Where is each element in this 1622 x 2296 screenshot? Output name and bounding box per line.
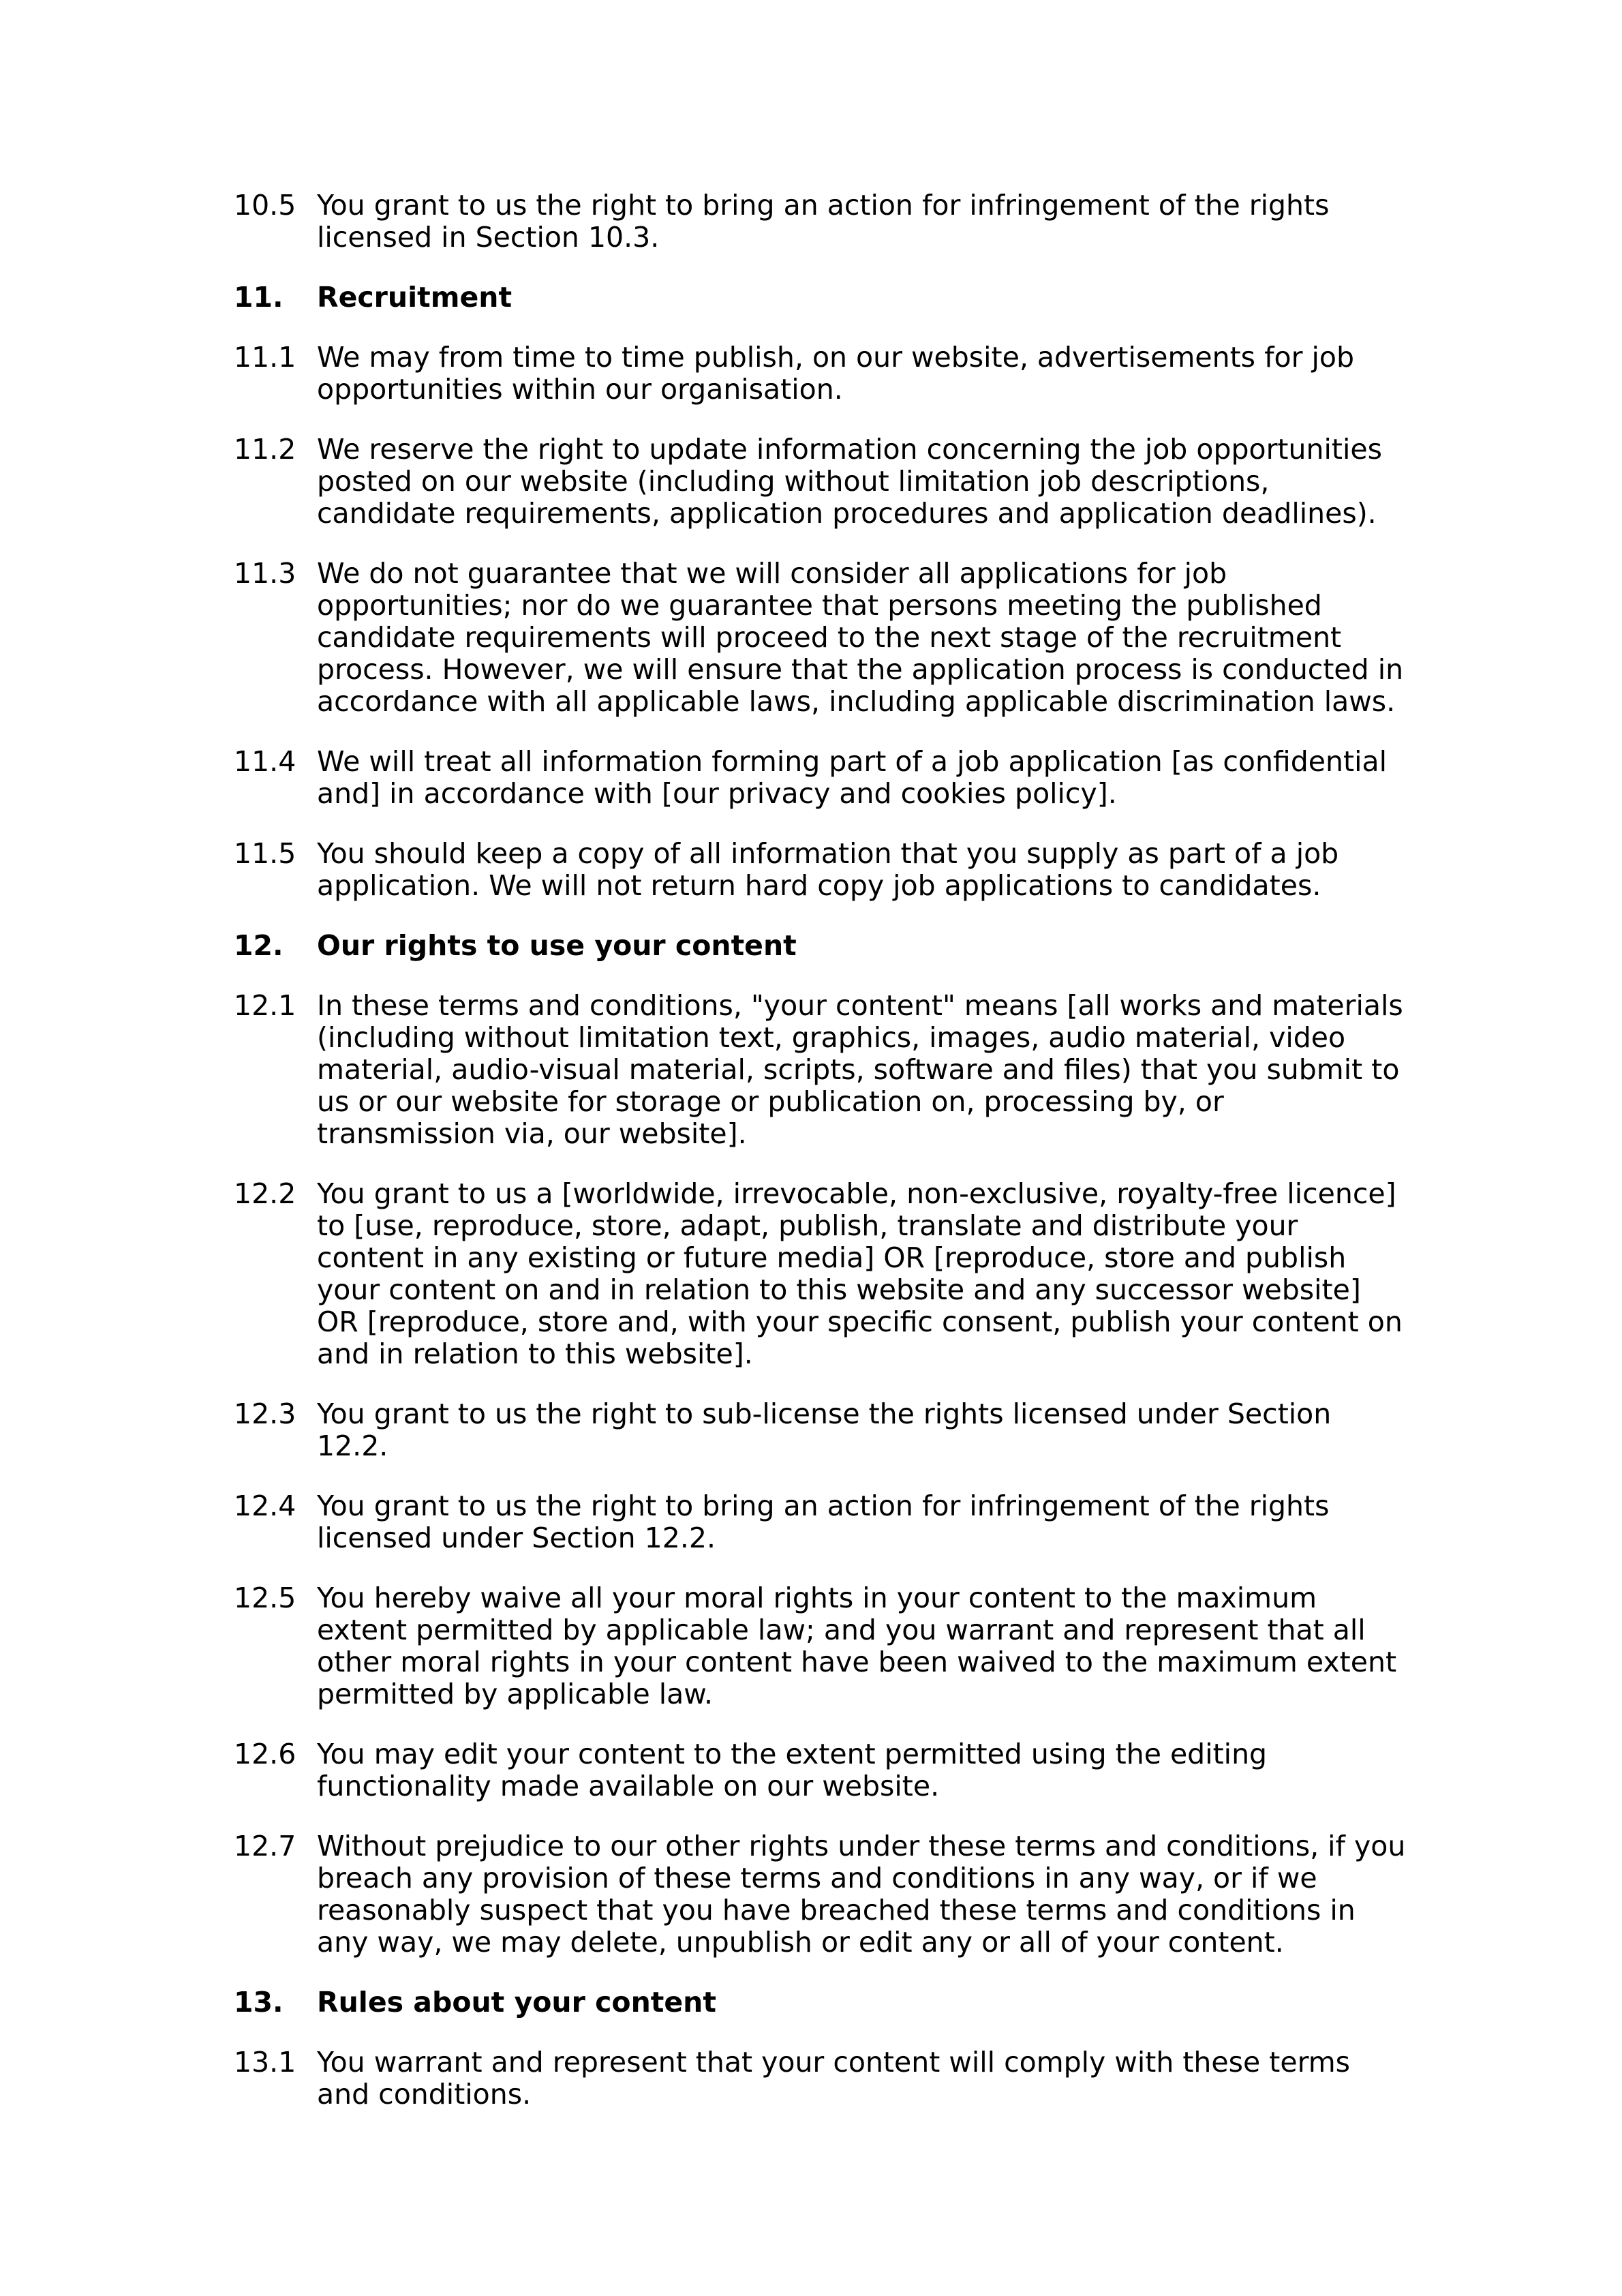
clause-number: 12.5 <box>234 1582 296 1614</box>
clause-11-2 <box>234 434 1406 530</box>
clause-number: 12.4 <box>234 1490 296 1522</box>
clause-text: You grant to us the right to bring an action for infringement of the rights licensed under Section 12.2. <box>317 1490 1330 1554</box>
clause-12-3 <box>234 1398 1406 1462</box>
clause-number: 11.5 <box>234 837 296 870</box>
clause-11-5 <box>234 838 1406 902</box>
section-heading-12 <box>234 930 1406 962</box>
clause-text: Without prejudice to our other rights under these terms and conditions, if you breach any provision of these terms and conditions in any way, or if we reasonably suspect that you have breached these terms and conditions in any way, we may delete, unpublish or edit any or all of your content. <box>317 1830 1406 1959</box>
clause-number: 11.4 <box>234 745 296 778</box>
clause-number: 11.1 <box>234 341 296 374</box>
clause-11-4 <box>234 746 1406 810</box>
clause-number: 12.1 <box>234 989 296 1022</box>
clause-text: In these terms and conditions, "your content" means [all works and materials (including without limitation text, graphics, images, audio material, video material, audio-visual material, scripts, software and files) that you submit to us or our website for storage or publication on, processing by, or transmission via, our website]. <box>317 989 1403 1150</box>
clause-12-5 <box>234 1582 1406 1710</box>
section-number: 11. <box>234 281 284 314</box>
clause-text: We reserve the right to update information concerning the job opportunities posted on our website (including without limitation job descriptions, candidate requirements, application procedures and application deadlines). <box>317 433 1382 530</box>
clause-text: We may from time to time publish, on our website, advertisements for job opportunities within our organisation. <box>317 341 1354 406</box>
section-title: Our rights to use your content <box>317 929 797 962</box>
clause-text: You grant to us the right to sub-license the rights licensed under Section 12.2. <box>317 1398 1332 1462</box>
section-heading-11 <box>234 282 1406 314</box>
clause-text: We do not guarantee that we will consider all applications for job opportunities; nor do we guarantee that persons meeting the published candidate requirements will proceed to the next stage of the recruitment process. However, we will ensure that the application process is conducted in accordance with all applicable laws, including applicable discrimination laws. <box>317 557 1404 718</box>
clause-13-1 <box>234 2046 1406 2111</box>
clause-number: 11.2 <box>234 433 296 466</box>
clause-number: 12.6 <box>234 1738 296 1770</box>
clause-number: 12.3 <box>234 1398 296 1430</box>
clause-number: 12.2 <box>234 1177 296 1210</box>
clause-text: You should keep a copy of all information that you supply as part of a job application. We will not return hard copy job applications to candidates. <box>317 837 1339 902</box>
clause-12-7 <box>234 1830 1406 1959</box>
clause-12-2 <box>234 1178 1406 1370</box>
clause-text: You warrant and represent that your content will comply with these terms and conditions. <box>317 2046 1350 2111</box>
clause-text: You grant to us a [worldwide, irrevocable, non-exclusive, royalty-free licence] to [use, reproduce, store, adapt, publish, translate and distribute your content in any existing or future media] OR [reproduce, store and publish your content on and in relation to this website and any successor website] OR [reproduce, store and, with your specific consent, publish your content on and in relation to this website]. <box>317 1177 1403 1370</box>
clause-10-5 <box>234 190 1406 254</box>
clause-12-4 <box>234 1490 1406 1554</box>
clause-text: We will treat all information forming part of a job application [as confidential and] in accordance with [our privacy and cookies policy]. <box>317 745 1387 810</box>
section-title: Recruitment <box>317 281 512 314</box>
section-heading-13 <box>234 1987 1406 2019</box>
section-title: Rules about your content <box>317 1986 716 2019</box>
clause-12-6 <box>234 1738 1406 1802</box>
document-body <box>234 190 1406 2139</box>
clause-text: You hereby waive all your moral rights in your content to the maximum extent permitted by applicable law; and you warrant and represent that all other moral rights in your content have been waived to the maximum extent permitted by applicable law. <box>317 1582 1397 1710</box>
clause-number: 11.3 <box>234 557 296 590</box>
section-number: 12. <box>234 929 284 962</box>
clause-text: You grant to us the right to bring an action for infringement of the rights licensed in Section 10.3. <box>317 189 1330 254</box>
section-number: 13. <box>234 1986 284 2019</box>
clause-number: 13.1 <box>234 2046 296 2079</box>
clause-11-1 <box>234 342 1406 406</box>
clause-text: You may edit your content to the extent permitted using the editing functionality made available on our website. <box>317 1738 1268 1802</box>
clause-number: 10.5 <box>234 189 296 222</box>
clause-11-3 <box>234 558 1406 718</box>
clause-12-1 <box>234 990 1406 1150</box>
clause-number: 12.7 <box>234 1830 296 1862</box>
